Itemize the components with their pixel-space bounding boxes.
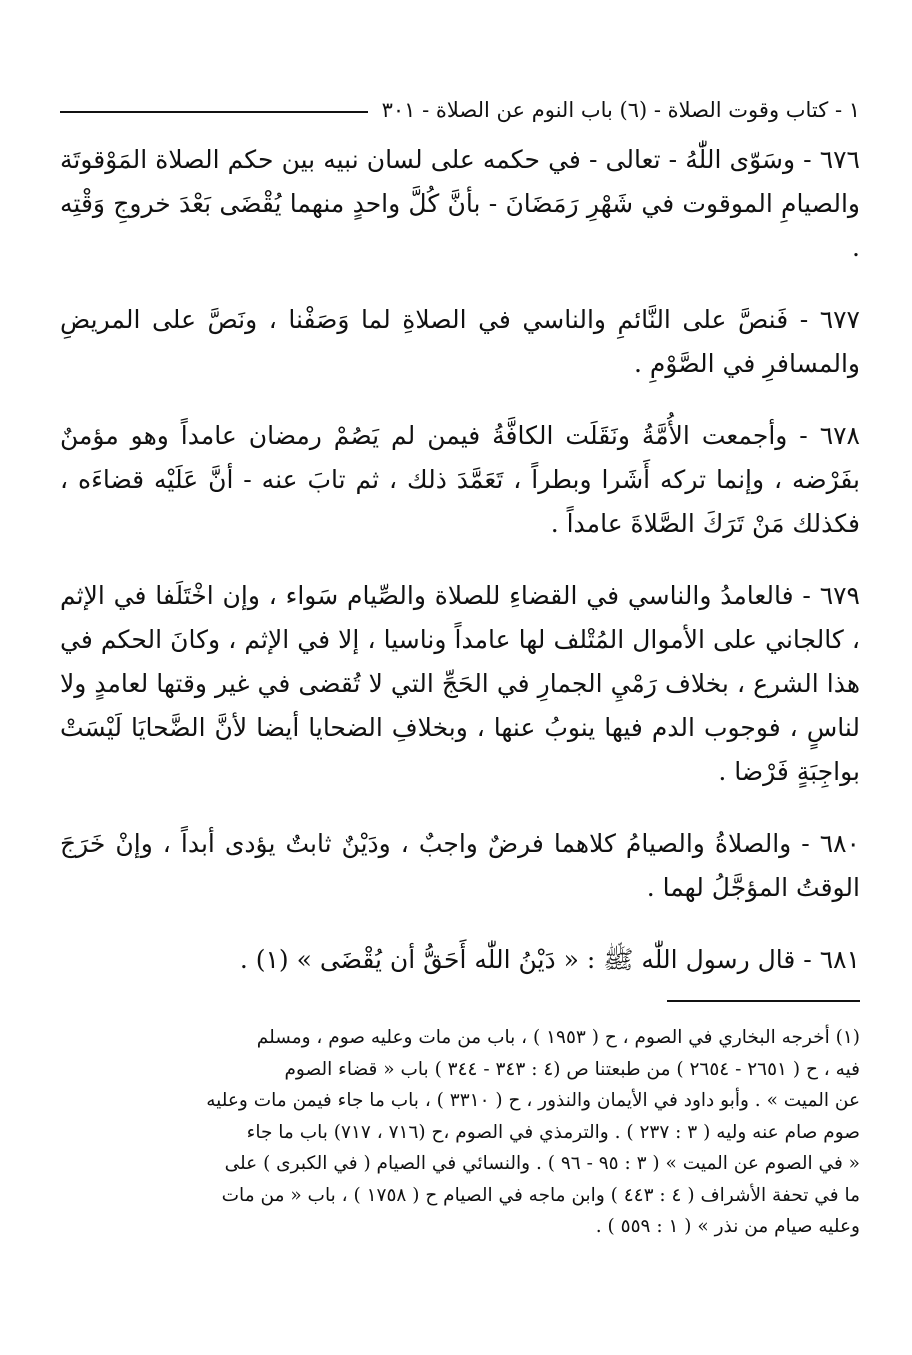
paragraph-678: ٦٧٨ - وأجمعت الأُمَّةُ ونَقَلَت الكافَّةُ فيمن لم يَصُمْ رمضان عامداً وهو مؤمنٌ بفَرْضه ، وإنما تركه أَشَرا وبطراً ، تَعَمَّدَ ذلك ، ثم تابَ عنه - أنَّ عَلَيْه قضاءَه ، فكذلك مَنْ تَرَكَ الصَّلاةَ عامداً . (60, 421, 860, 538)
footnote (60, 1022, 860, 1243)
footnote-line: فيه ، ح ( ٢٦٥١ - ٢٦٥٤ ) من طبعتنا ص (٤ : ٣٤٣ - ٣٤٤ ) باب « قضاء الصوم (284, 1058, 860, 1080)
footnote-line: « في الصوم عن الميت » ( ٣ : ٩٥ - ٩٦ ) . والنسائي في الصيام ( في الكبرى ) على (224, 1153, 860, 1174)
main-text (60, 138, 860, 982)
paragraph-679: ٦٧٩ - فالعامدُ والناسي في القضاءِ للصلاة والصِّيام سَواء ، وإن اخْتَلَفا في الإثم ، كالجاني على الأموال المُتْلف لها عامداً وناسيا ، إلا في الإثم ، وكانَ الحكم في هذا الشرع ، بخلاف رَمْيِ الجمارِ في الحَجِّ التي لا تُقضى في غير وقتها لعامدٍ ولا لناسٍ ، فوجوب الدم فيها ينوبُ عنها ، وبخلافِ الضحايا أيضا لأنَّ الضَّحايَا لَيْسَتْ بواجِبَةٍ فَرْضا . (60, 581, 860, 786)
footnote-line: ما في تحفة الأشراف ( ٤ : ٤٤٣ ) وابن ماجه في الصيام ح ( ١٧٥٨ ) ، باب « من مات (221, 1184, 860, 1206)
running-header (60, 92, 860, 128)
paragraph-681: ٦٨١ - قال رسول اللّٰه ﷺ : « دَيْنُ اللّٰه أَحَقُّ أن يُقْضَى » (١) . (239, 945, 860, 974)
footnote-line: وعليه صيام من نذر » ( ١ : ٥٥٩ ) . (595, 1216, 860, 1237)
footnote-separator (667, 1000, 860, 1002)
paragraph-677: ٦٧٧ - فَنصَّ على النَّائمِ والناسي في الصلاةِ لما وَصَفْنا ، ونَصَّ على المريضِ والمسافرِ في الصَّوْمِ . (60, 305, 860, 378)
footnote-line: عن الميت » . وأبو داود في الأيمان والنذور ، ح ( ٣٣١٠ ) ، باب ما جاء فيمن مات وعليه (206, 1090, 860, 1111)
paragraph-676: ٦٧٦ - وسَوّى اللّٰهُ - تعالى - في حكمه على لسان نبيه بين حكم الصلاة المَوْقوتَة والصيامِ الموقوت في شَهْرِ رَمَضَانَ - بأنَّ كُلَّ واحدٍ منهما يُقْضَى بَعْدَ خروجِ وَقْتِه . (60, 145, 860, 262)
paragraph-680: ٦٨٠ - والصلاةُ والصيامُ كلاهما فرضٌ واجبٌ ، ودَيْنٌ ثابتٌ يؤدى أبداً ، وإنْ خَرَجَ الوقتُ المؤجَّلُ لهما . (60, 829, 860, 902)
footnote-line: صوم صام عنه وليه ( ٣ : ٢٣٧ ) . والترمذي في الصوم ،ح (٧١٦ ، ٧١٧) باب ما جاء (246, 1121, 860, 1143)
footnote-line: (١) أخرجه البخاري في الصوم ، ح ( ١٩٥٣ ) ، باب من مات وعليه صوم ، ومسلم (256, 1027, 860, 1048)
running-header-text: ١ - كتاب وقوت الصلاة - (٦) باب النوم عن الصلاة - ٣٠١ (381, 98, 860, 122)
header-rule (60, 111, 368, 113)
